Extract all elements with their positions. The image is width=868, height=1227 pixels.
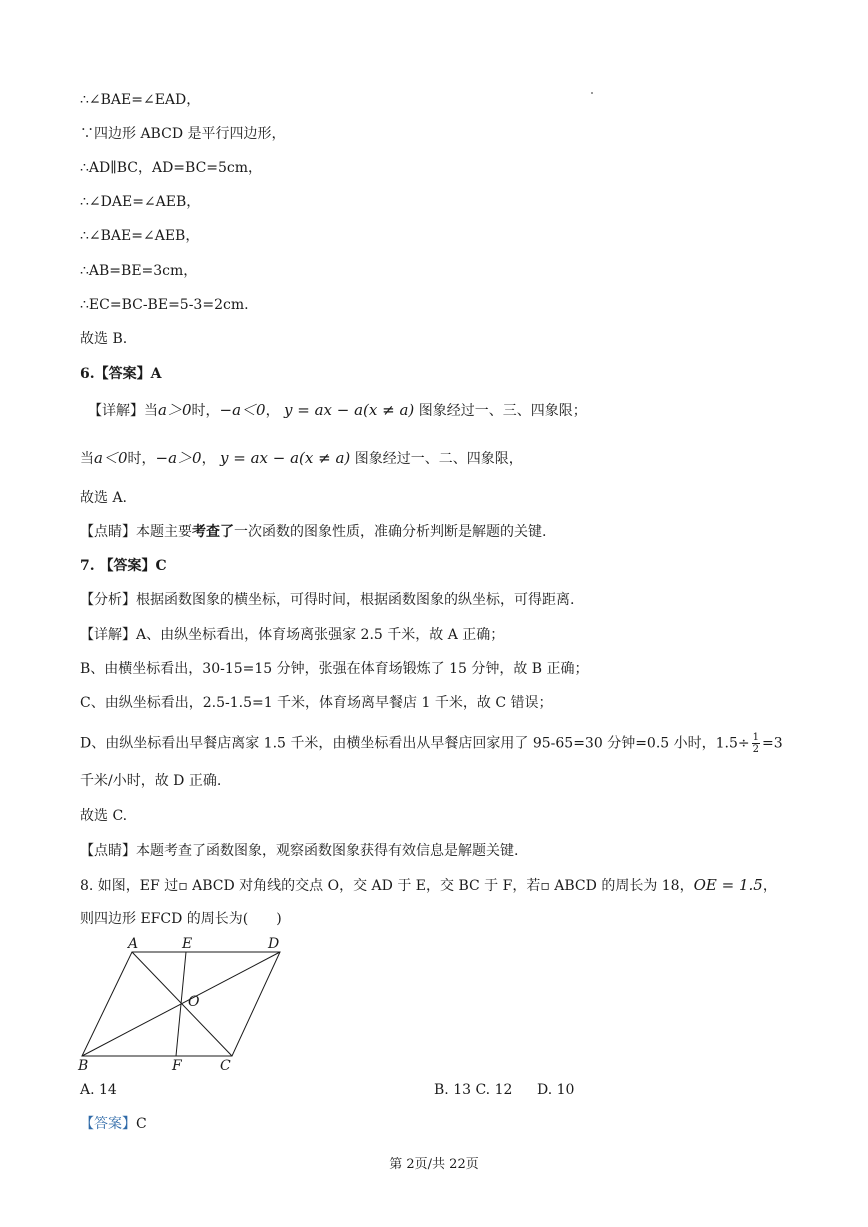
math: a＞0 xyxy=(158,401,192,419)
label-a: A xyxy=(128,936,139,952)
line-7: ∴EC=BC-BE=5-3=2cm. xyxy=(80,297,249,313)
text: 8. 如图，EF 过▫ ABCD 对角线的交点 O，交 AD 于 E，交 BC 于 F，若▫ ABCD 的周长为 18， xyxy=(80,878,694,894)
page-footer: 第 2页/共 22页 xyxy=(389,1157,479,1172)
label-d: D xyxy=(268,936,280,952)
answer-tag: 【答案】 xyxy=(80,1116,136,1132)
line-5: ∴∠BAE=∠AEB， xyxy=(80,228,200,244)
parallelogram-figure xyxy=(72,932,302,1072)
math: a＜0 xyxy=(94,449,128,467)
q7-detail-d xyxy=(80,732,783,755)
label-o: O xyxy=(188,994,200,1010)
text: ， xyxy=(265,403,280,419)
q8-answer xyxy=(80,1114,147,1134)
q7-detail-d-cont: 千米/小时，故 D 正确. xyxy=(80,773,222,789)
line-6: ∴AB=BE=3cm， xyxy=(80,263,198,279)
answer-value: C xyxy=(136,1116,147,1132)
label-e: E xyxy=(182,936,193,952)
bold-text: 考查了 xyxy=(192,524,234,540)
q8-stem-line-1 xyxy=(80,875,777,896)
q7-note: 【点睛】本题考查了函数图象，观察函数图象获得有效信息是解题关键. xyxy=(80,843,519,859)
math: −a＜0 xyxy=(219,401,266,419)
fraction xyxy=(752,732,760,755)
line-8: 故选 B. xyxy=(80,331,128,347)
q7-detail-b: B、由横坐标看出，30-15=15 分钟，张强在体育场锻炼了 15 分钟，故 B 正确； xyxy=(80,661,589,677)
line-2: ∵四边形 ABCD 是平行四边形， xyxy=(80,126,286,142)
text: 当 xyxy=(80,451,94,467)
line-3: ∴AD∥BC，AD=BC=5cm， xyxy=(80,160,263,176)
q6-detail-line-1 xyxy=(88,400,587,421)
option-a: A. 14 xyxy=(80,1082,117,1098)
q6-note xyxy=(80,522,546,542)
text: 当 xyxy=(144,403,158,419)
math: −a＞0 xyxy=(155,449,202,467)
text: 一次函数的图象性质，准确分析判断是解题的关键. xyxy=(234,524,547,540)
option-d: D. 10 xyxy=(537,1082,575,1098)
fraction-denominator: 2 xyxy=(752,744,760,755)
text: ， xyxy=(762,878,777,894)
line-1: ∴∠BAE=∠EAD， xyxy=(80,92,201,108)
line-4: ∴∠DAE=∠AEB， xyxy=(80,194,201,210)
math: y = ax − a(x ≠ a) xyxy=(220,449,351,467)
label-f: F xyxy=(172,1058,182,1072)
q7-detail-a: 【详解】A、由纵坐标看出，体育场离张强家 2.5 千米，故 A 正确； xyxy=(80,627,505,643)
text: 图象经过一、二、四象限， xyxy=(354,451,523,467)
text: ， xyxy=(201,451,216,467)
note-tag: 【点睛】 xyxy=(80,524,136,540)
fraction-numerator: 1 xyxy=(752,732,760,743)
math: y = ax − a(x ≠ a) xyxy=(284,401,415,419)
text: 时， xyxy=(127,451,156,467)
text: 时， xyxy=(191,403,220,419)
detail-tag: 【详解】 xyxy=(88,403,144,419)
text: 本题主要 xyxy=(136,524,192,540)
q6-detail-line-2 xyxy=(80,448,523,469)
q8-stem-line-2: 则四边形 EFCD 的周长为( ) xyxy=(80,911,282,927)
text: =3 xyxy=(762,735,783,752)
q6-heading: 6.【答案】A xyxy=(80,366,162,382)
q6-choose: 故选 A. xyxy=(80,490,128,506)
label-b: B xyxy=(78,1058,89,1072)
option-b-c: B. 13 C. 12 xyxy=(434,1082,513,1098)
stray-dot xyxy=(591,92,593,94)
q7-heading: 7. 【答案】C xyxy=(80,558,167,574)
q7-detail-c: C、由纵坐标看出，2.5-1.5=1 千米，体育场离早餐店 1 千米，故 C 错误； xyxy=(80,695,553,711)
text: D、由纵坐标看出早餐店离家 1.5 千米，由横坐标看出从早餐店回家用了 95-65=30 分钟=0.5 小时，1.5÷ xyxy=(80,735,750,752)
q7-choose: 故选 C. xyxy=(80,808,128,824)
label-c: C xyxy=(220,1058,231,1072)
q7-analysis: 【分析】根据函数图象的横坐标，可得时间，根据函数图象的纵坐标，可得距离. xyxy=(80,592,575,608)
segment-ef xyxy=(176,952,186,1056)
text: 图象经过一、三、四象限； xyxy=(418,403,587,419)
math: OE = 1.5 xyxy=(693,876,763,894)
